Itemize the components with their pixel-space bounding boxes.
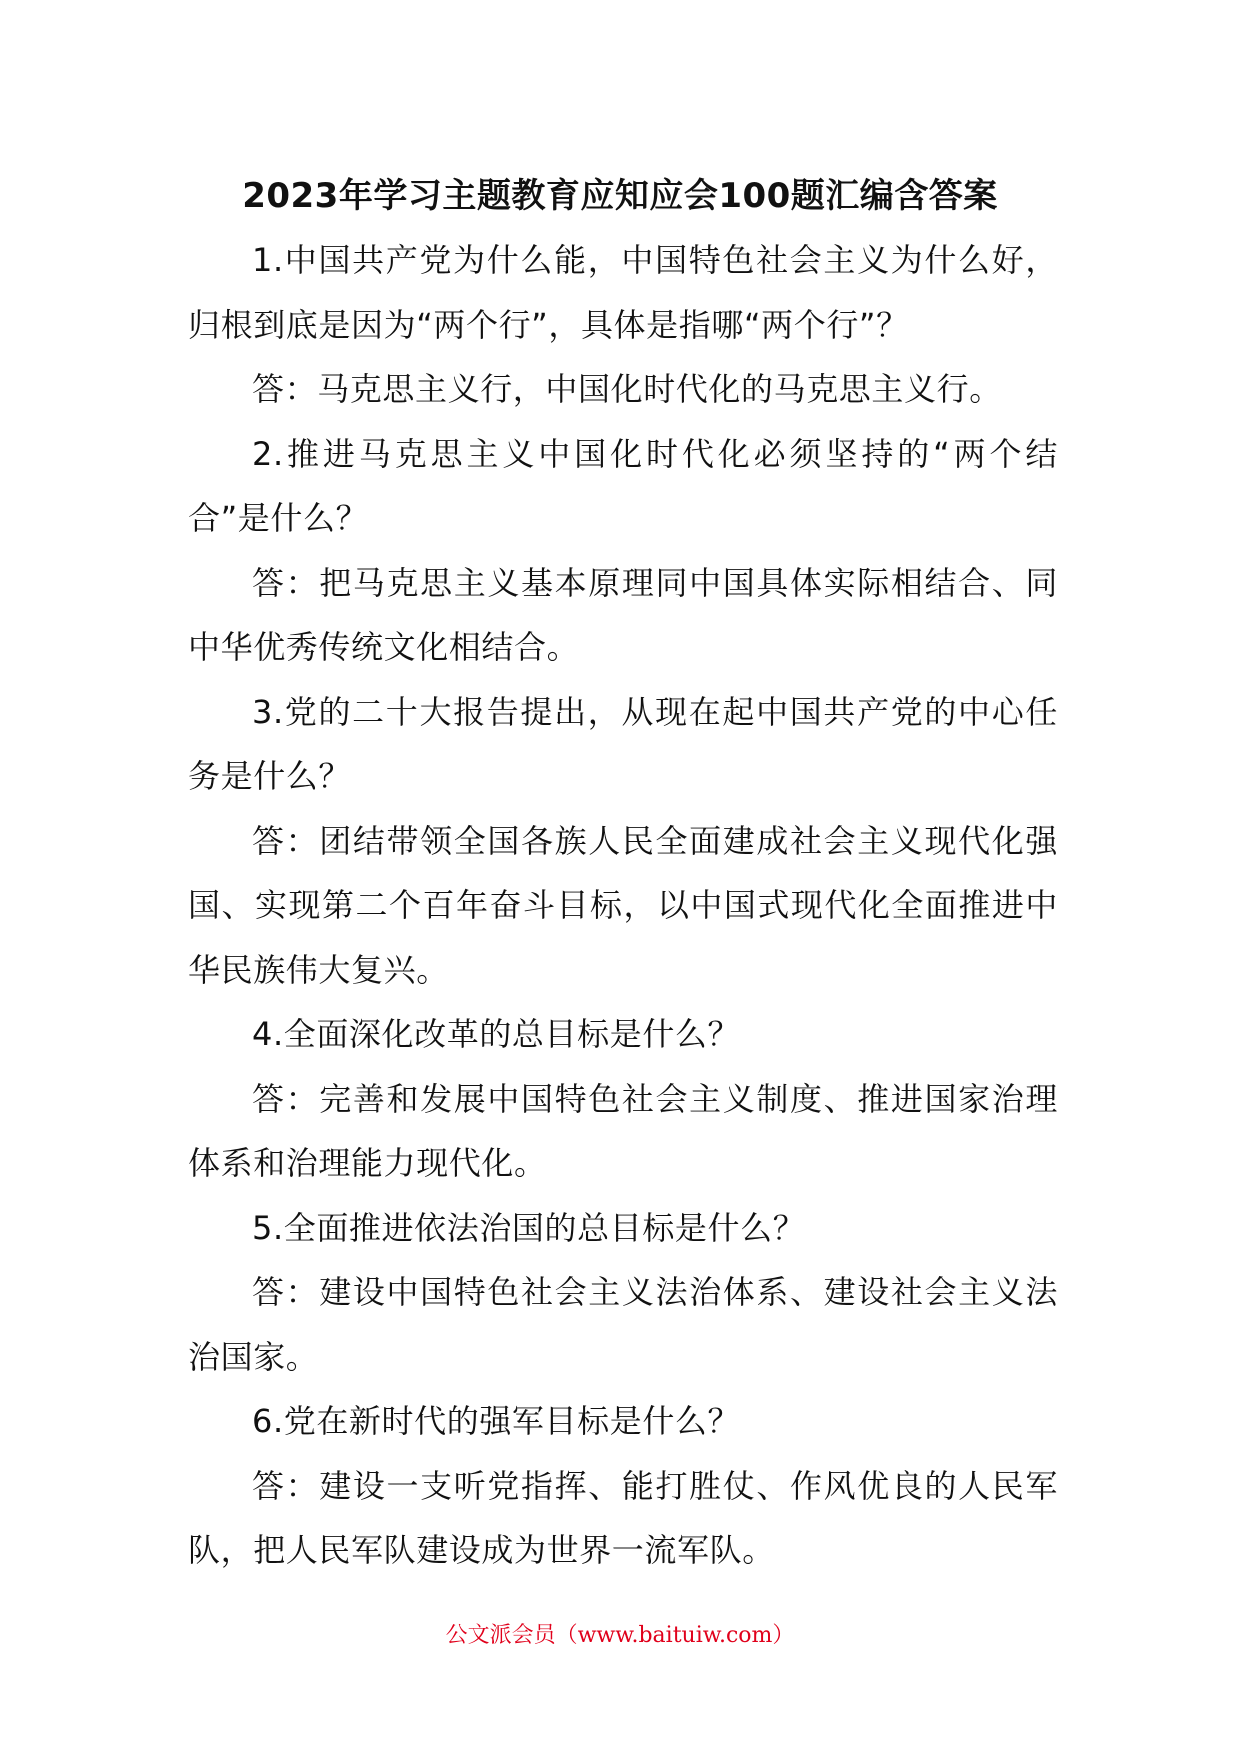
answer-1: 答：马克思主义行，中国化时代化的马克思主义行。 bbox=[252, 370, 1002, 408]
footer-watermark-link[interactable]: 公文派会员（www.baituiw.com） bbox=[445, 1623, 795, 1648]
answer-6: 答：建设一支听党指挥、能打胜仗、作风优良的人民军队，把人民军队建设成为世界一流军队。 bbox=[188, 1466, 1058, 1569]
question-2: 2.推进马克思主义中国化时代化必须坚持的“两个结合”是什么？ bbox=[188, 434, 1058, 537]
answer-4: 答：完善和发展中国特色社会主义制度、推进国家治理体系和治理能力现代化。 bbox=[188, 1079, 1058, 1182]
answer-3: 答：团结带领全国各族人民全面建成社会主义现代化强国、实现第二个百年奋斗目标，以中国式现代化全面推进中华民族伟大复兴。 bbox=[188, 821, 1058, 989]
question-4: 4.全面深化改革的总目标是什么？ bbox=[252, 1015, 741, 1053]
answer-2: 答：把马克思主义基本原理同中国具体实际相结合、同中华优秀传统文化相结合。 bbox=[188, 563, 1058, 666]
answer-5: 答：建设中国特色社会主义法治体系、建设社会主义法治国家。 bbox=[188, 1273, 1058, 1376]
question-3: 3.党的二十大报告提出，从现在起中国共产党的中心任务是什么？ bbox=[188, 692, 1058, 795]
question-1: 1.中国共产党为什么能，中国特色社会主义为什么好，归根到底是因为“两个行”，具体是指哪“两个行”？ bbox=[188, 241, 1058, 344]
question-6: 6.党在新时代的强军目标是什么？ bbox=[252, 1402, 741, 1440]
document-body bbox=[188, 228, 1058, 1583]
question-5: 5.全面推进依法治国的总目标是什么？ bbox=[252, 1208, 806, 1247]
document-title: 2023年学习主题教育应知应会100题汇编含答案 bbox=[242, 176, 998, 216]
